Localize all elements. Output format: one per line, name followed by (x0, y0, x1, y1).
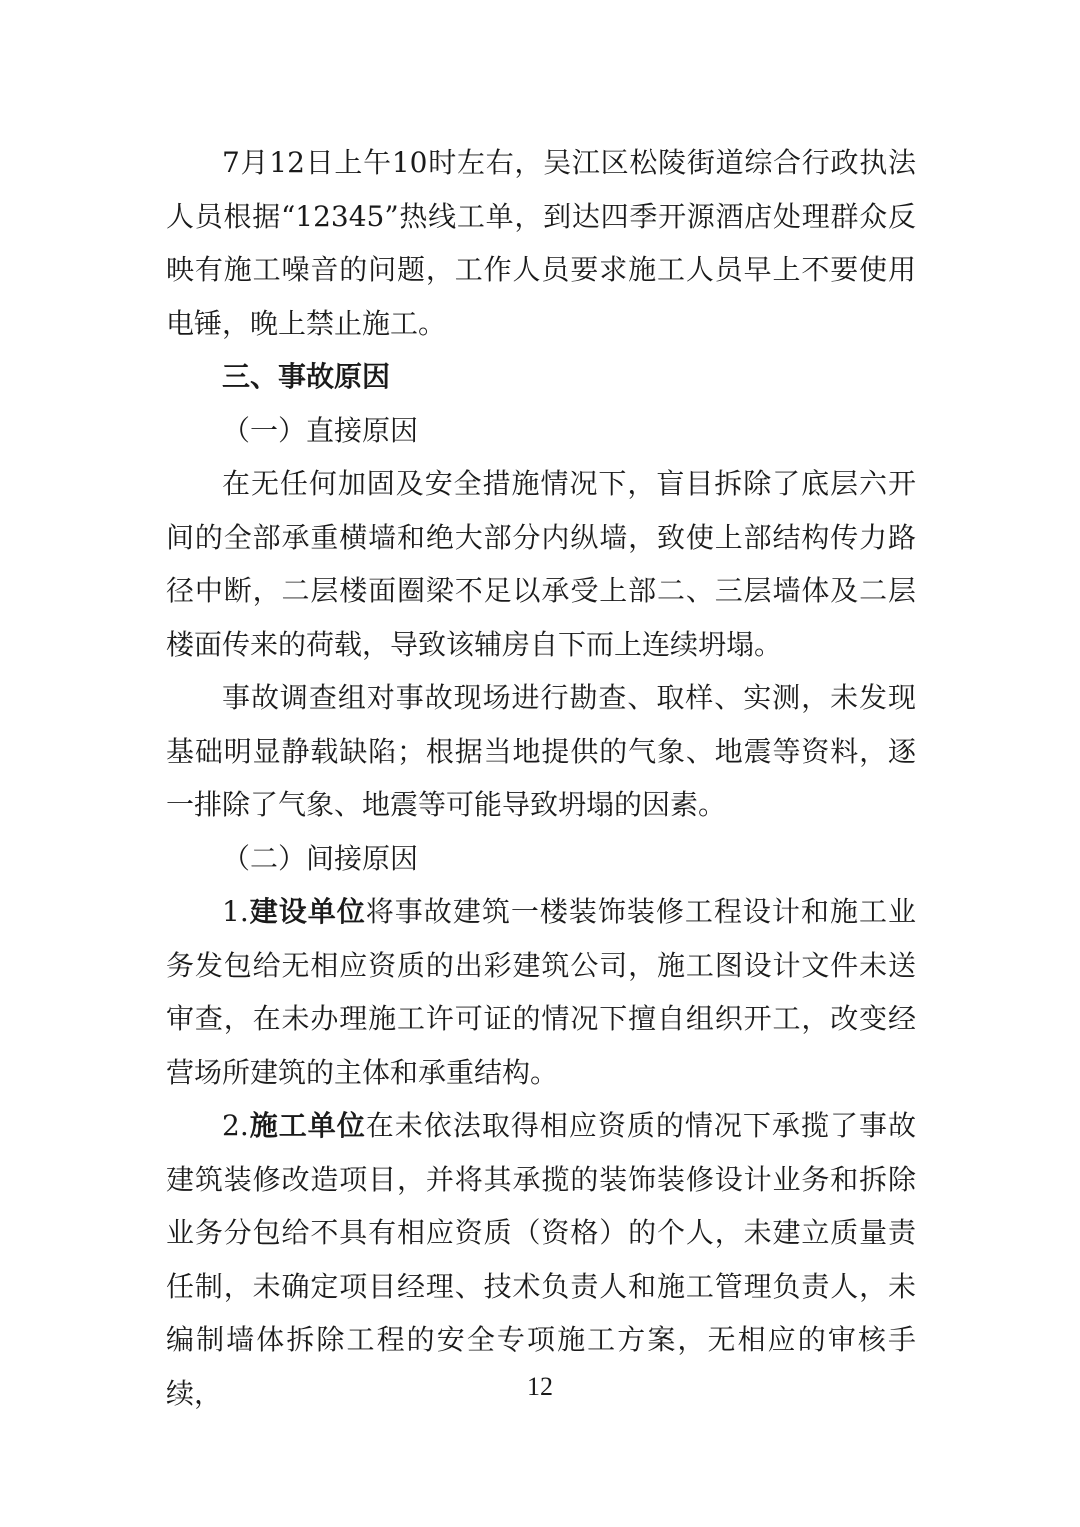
page-number: 12 (527, 1372, 553, 1401)
section-heading-accident-causes: 三、事故原因 (222, 360, 391, 393)
item-number: 2. (222, 1109, 249, 1142)
subheading-direct-cause: （一）直接原因 (222, 413, 419, 447)
paragraph-construction-owner (166, 885, 916, 1099)
item-number: 1. (222, 895, 249, 928)
bold-lead-construction-owner: 建设单位 (248, 895, 366, 928)
item-text: 在未依法取得相应资质的情况下承揽了事故建筑装修改造项目，并将其承揽的装饰装修设计业务和拆除业务分包给不具有相应资质（资格）的个人，未建立质量责任制，未确定项目经理、技术负责人和施工管理负责人，未编制墙体拆除工程的安全专项施工方案，无相应的审核手续， (166, 1109, 916, 1410)
bold-lead-contractor: 施工单位 (248, 1109, 366, 1142)
paragraph-direct-cause: 在无任何加固及安全措施情况下，盲目拆除了底层六开间的全部承重横墙和绝大部分内纵墙，致使上部结构传力路径中断，二层楼面圈梁不足以承受上部二、三层墙体及二层楼面传来的荷载，导致该辅房自下而上连续坍塌。 (166, 467, 916, 661)
paragraph-incident-noise: 7月12日上午10时左右，吴江区松陵街道综合行政执法人员根据“12345”热线工单，到达四季开源酒店处理群众反映有施工噪音的问题，工作人员要求施工人员早上不要使用电锤，晚上禁止施工。 (166, 146, 916, 340)
subheading-indirect-cause: （二）间接原因 (222, 841, 419, 875)
paragraph-investigation: 事故调查组对事故现场进行勘查、取样、实测，未发现基础明显静载缺陷；根据当地提供的气象、地震等资料，逐一排除了气象、地震等可能导致坍塌的因素。 (166, 681, 916, 821)
item-text: 将事故建筑一楼装饰装修工程设计和施工业务发包给无相应资质的出彩建筑公司，施工图设计文件未送审查，在未办理施工许可证的情况下擅自组织开工，改变经营场所建筑的主体和承重结构。 (166, 895, 916, 1089)
document-body (166, 136, 916, 1420)
